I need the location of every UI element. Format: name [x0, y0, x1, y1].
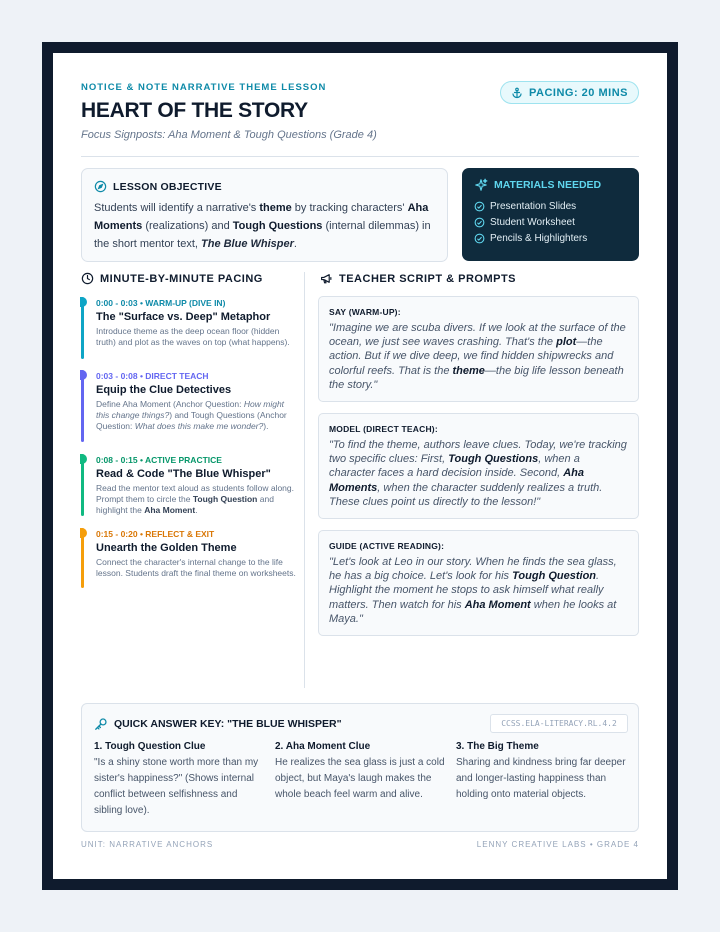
pacing-heading-row — [81, 272, 263, 285]
answer-column — [456, 741, 628, 803]
step-description: Introduce theme as the deep ocean floor (hidden truth) and plot as the waves on top (what happens). — [96, 326, 290, 347]
materials-item-label: Presentation Slides — [490, 200, 577, 212]
step-description: Read the mentor text aloud as students follow along. Prompt them to circle the Tough Question and highlight the Aha Moment. — [96, 483, 294, 515]
timeline-marker — [80, 297, 87, 307]
materials-box — [462, 168, 639, 261]
column-divider — [304, 272, 305, 688]
clock-icon — [81, 272, 94, 285]
step-time: 0:03 - 0:08 • DIRECT TEACH — [96, 371, 209, 381]
script-card — [318, 413, 639, 519]
timeline-marker — [80, 370, 87, 380]
materials-item — [474, 230, 627, 246]
materials-item-label: Pencils & Highlighters — [490, 232, 588, 244]
answer-text: He realizes the sea glass is just a cold object, but Maya's laugh makes the whole beach feel warm and alive. — [275, 757, 445, 800]
step-time: 0:08 - 0:15 • ACTIVE PRACTICE — [96, 455, 222, 465]
step-title: Unearth the Golden Theme — [96, 542, 237, 554]
materials-item-label: Student Worksheet — [490, 216, 575, 228]
script-heading: TEACHER SCRIPT & PROMPTS — [339, 272, 517, 285]
step-time: 0:00 - 0:03 • WARM-UP (DIVE IN) — [96, 298, 226, 308]
check-circle-icon — [474, 201, 485, 212]
answer-column — [94, 741, 266, 819]
step-time: 0:15 - 0:20 • REFLECT & EXIT — [96, 529, 215, 539]
script-card-label: MODEL (DIRECT TEACH): — [329, 424, 438, 434]
step-description: Define Aha Moment (Anchor Question: How might this change things?) and Tough Questions (Anchor Question: What does this make me wonder?). — [96, 399, 287, 431]
script-card-text: "Let's look at Leo in our story. When he finds the sea glass, he has a big choice. Let's look for his Tough Question. Highlight the moment he stops to ask himself what really matters. Then watch for his Aha Moment when he looks at Maya." — [329, 556, 617, 625]
page-title: HEART OF THE STORY — [81, 99, 308, 122]
pacing-step — [81, 370, 287, 442]
answer-column — [275, 741, 447, 803]
footer-unit: UNIT: NARRATIVE ANCHORS — [81, 840, 214, 849]
materials-item — [474, 214, 627, 230]
materials-item — [474, 198, 627, 214]
pacing-badge — [500, 81, 639, 104]
check-circle-icon — [474, 233, 485, 244]
pacing-step — [81, 454, 294, 516]
script-card — [318, 296, 639, 402]
answer-key-box — [81, 703, 639, 832]
script-card — [318, 530, 639, 636]
answer-key-heading: QUICK ANSWER KEY: "THE BLUE WHISPER" — [114, 718, 342, 730]
timeline-marker — [80, 528, 87, 538]
answer-title: 3. The Big Theme — [456, 741, 539, 752]
lesson-objective-box — [81, 168, 448, 262]
step-title: Equip the Clue Detectives — [96, 384, 232, 396]
pacing-step — [81, 528, 296, 588]
pacing-step — [81, 297, 290, 359]
materials-heading: MATERIALS NEEDED — [494, 179, 602, 191]
answer-title: 2. Aha Moment Clue — [275, 741, 371, 752]
footer-credit: LENNY CREATIVE LABS • GRADE 4 — [476, 840, 639, 849]
sparkles-icon — [474, 178, 488, 192]
anchor-icon — [511, 87, 523, 99]
script-card-text: "To find the theme, authors leave clues. Today, we're tracking two specific clues: First, Tough Questions, when a character faces a hard decision inside. Second, Aha Moments, when the character suddenly realizes a truth. These clues point us directly to the lesson!" — [329, 439, 627, 508]
script-card-label: GUIDE (ACTIVE READING): — [329, 541, 445, 551]
answer-title: 1. Tough Question Clue — [94, 741, 206, 752]
timeline-bar — [81, 370, 84, 442]
compass-icon — [94, 180, 107, 193]
lesson-eyebrow: NOTICE & NOTE NARRATIVE THEME LESSON — [81, 82, 327, 93]
script-card-text: "Imagine we are scuba divers. If we look at the surface of the ocean, we just see waves crashing. That's the plot—the action. But if we dive deep, we find hidden shipwrecks and colorful reefs. That is the theme—the big life lesson beneath the story." — [329, 322, 626, 391]
megaphone-icon — [320, 272, 333, 285]
step-description: Connect the character's internal change to the life lesson. Students draft the final theme on worksheets. — [96, 557, 296, 578]
lesson-page — [53, 53, 667, 879]
objective-heading: LESSON OBJECTIVE — [113, 180, 222, 193]
answer-text: "Is a shiny stone worth more than my sister's happiness?" (Shows internal conflict between selfishness and sibling love). — [94, 757, 259, 816]
key-icon — [94, 717, 108, 731]
page-subtitle: Focus Signposts: Aha Moment & Tough Questions (Grade 4) — [81, 129, 377, 141]
step-title: Read & Code "The Blue Whisper" — [96, 468, 271, 480]
pacing-heading: MINUTE-BY-MINUTE PACING — [100, 272, 263, 285]
answer-text: Sharing and kindness bring far deeper and longer-lasting happiness than holding onto material objects. — [456, 757, 626, 800]
step-title: The "Surface vs. Deep" Metaphor — [96, 311, 271, 323]
objective-text: Students will identify a narrative's theme by tracking characters' Aha Moments (realizations) and Tough Questions (internal dilemmas) in the short mentor text, The Blue Whisper. — [94, 202, 431, 250]
check-circle-icon — [474, 217, 485, 228]
script-card-label: SAY (WARM-UP): — [329, 307, 401, 317]
standard-code: CCSS.ELA-LITERACY.RL.4.2 — [490, 714, 628, 733]
header-divider — [81, 156, 639, 157]
pacing-label: PACING: 20 MINS — [529, 86, 628, 99]
timeline-marker — [80, 454, 87, 464]
script-heading-row — [320, 272, 516, 285]
